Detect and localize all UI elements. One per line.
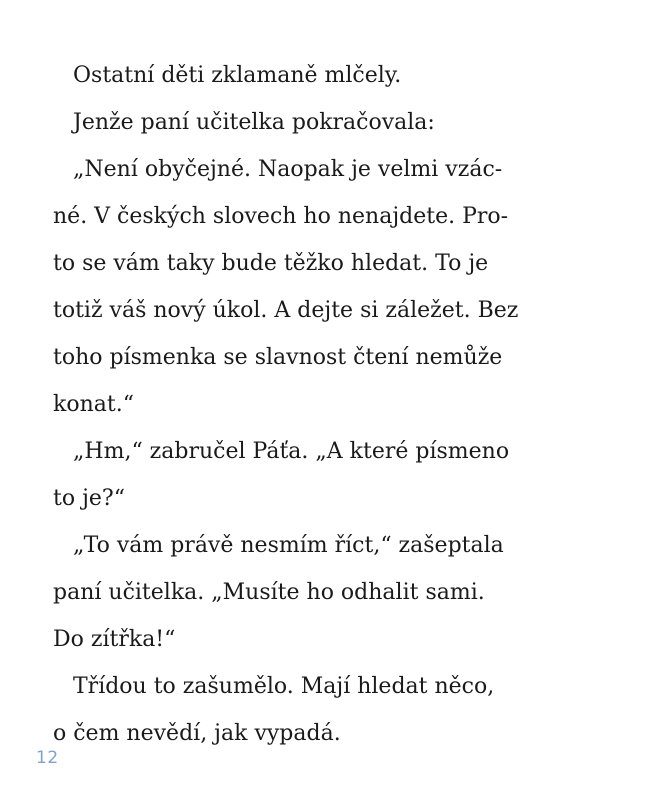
text-line: toho písmenka se slavnost čtení nemůže	[53, 345, 503, 370]
text-line: paní učitelka. „Musíte ho odhalit sami.	[53, 580, 485, 605]
text-line: konat.“	[53, 392, 134, 417]
text-line: o čem nevědí, jak vypadá.	[53, 721, 341, 746]
text-line: „To vám právě nesmím říct,“ zašeptala	[73, 533, 504, 558]
page-number: 12	[36, 748, 59, 768]
text-line: „Není obyčejné. Naopak je velmi vzác-	[73, 157, 503, 182]
text-line: Třídou to zašumělo. Mají hledat něco,	[73, 674, 495, 699]
text-line: né. V českých slovech ho nenajdete. Pro-	[53, 204, 509, 229]
text-line: „Hm,“ zabručel Páťa. „A které písmeno	[73, 439, 510, 464]
body-text	[53, 52, 613, 757]
text-line: totiž váš nový úkol. A dejte si záležet. Bez	[53, 298, 519, 323]
text-line: to se vám taky bude těžko hledat. To je	[53, 251, 489, 276]
text-line: Ostatní děti zklamaně mlčely.	[73, 63, 402, 88]
text-line: to je?“	[53, 486, 125, 511]
text-line: Jenže paní učitelka pokračovala:	[73, 110, 435, 135]
text-line: Do zítřka!“	[53, 627, 176, 652]
